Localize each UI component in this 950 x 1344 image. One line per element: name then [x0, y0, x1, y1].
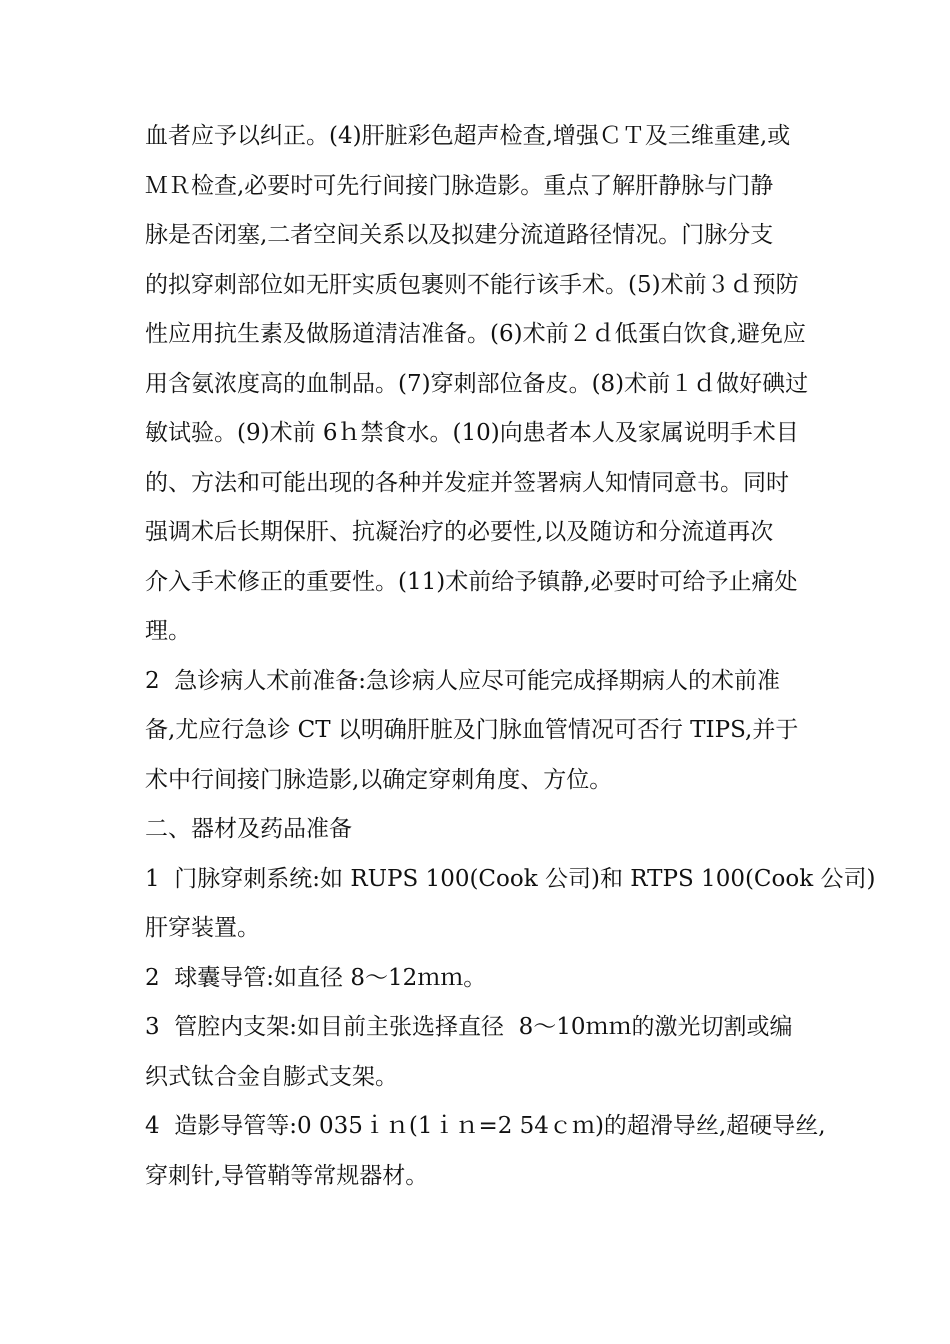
text-line: 4 造影导管等:0 035ｉｎ(1ｉｎ=2 54ｃｍ)的超滑导丝,超硬导丝, — [145, 1113, 826, 1139]
text-line: 肝穿装置。 — [145, 915, 260, 941]
text-line: 介入手术修正的重要性。(11)术前给予镇静,必要时可给予止痛处 — [145, 568, 798, 595]
text-line: 用含氨浓度高的血制品。(7)穿刺部位备皮。(8)术前１ｄ做好碘过 — [145, 370, 809, 397]
text-line: 穿刺针,导管鞘等常规器材。 — [145, 1162, 429, 1189]
text-line: 脉是否闭塞,二者空间关系以及拟建分流道路径情况。门脉分支 — [145, 222, 774, 248]
text-line: 2 球囊导管:如直径 8～12ｍｍ。 — [145, 964, 487, 991]
text-line: 的拟穿刺部位如无肝实质包裹则不能行该手术。(5)术前３ｄ预防 — [145, 271, 799, 298]
text-line: 备,尤应行急诊 CT 以明确肝脏及门脉血管情况可否行 TIPS,并于 — [145, 717, 799, 743]
text-line: 血者应予以纠正。(4)肝脏彩色超声检查,增强ＣＴ及三维重建,或 — [145, 123, 791, 149]
section-heading: 二、器材及药品准备 — [145, 816, 352, 842]
text-line: 1 门脉穿刺系统:如 RUPS 100(Cook 公司)和 RTPS 100(Cook 公司) — [145, 865, 876, 892]
document-body — [145, 112, 876, 1201]
text-line: 织式钛合金自膨式支架。 — [145, 1063, 398, 1090]
text-line: 性应用抗生素及做肠道清洁准备。(6)术前２ｄ低蛋白饮食,避免应 — [145, 321, 806, 347]
text-line: 2 急诊病人术前准备:急诊病人应尽可能完成择期病人的术前准 — [145, 667, 781, 694]
text-line: ＭＲ检查,必要时可先行间接门脉造影。重点了解肝静脉与门静 — [145, 172, 774, 199]
text-line: 3 管腔内支架:如目前主张选择直径 8～10ｍｍ的激光切割或编 — [145, 1014, 793, 1040]
text-line: 理。 — [145, 618, 191, 644]
text-line: 强调术后长期保肝、抗凝治疗的必要性,以及随访和分流道再次 — [145, 519, 774, 545]
text-line: 术中行间接门脉造影,以确定穿刺角度、方位。 — [145, 766, 613, 793]
text-line: 敏试验。(9)术前 6ｈ禁食水。(10)向患者本人及家属说明手术目 — [145, 420, 799, 446]
text-line: 的、方法和可能出现的各种并发症并签署病人知情同意书。同时 — [145, 469, 789, 496]
